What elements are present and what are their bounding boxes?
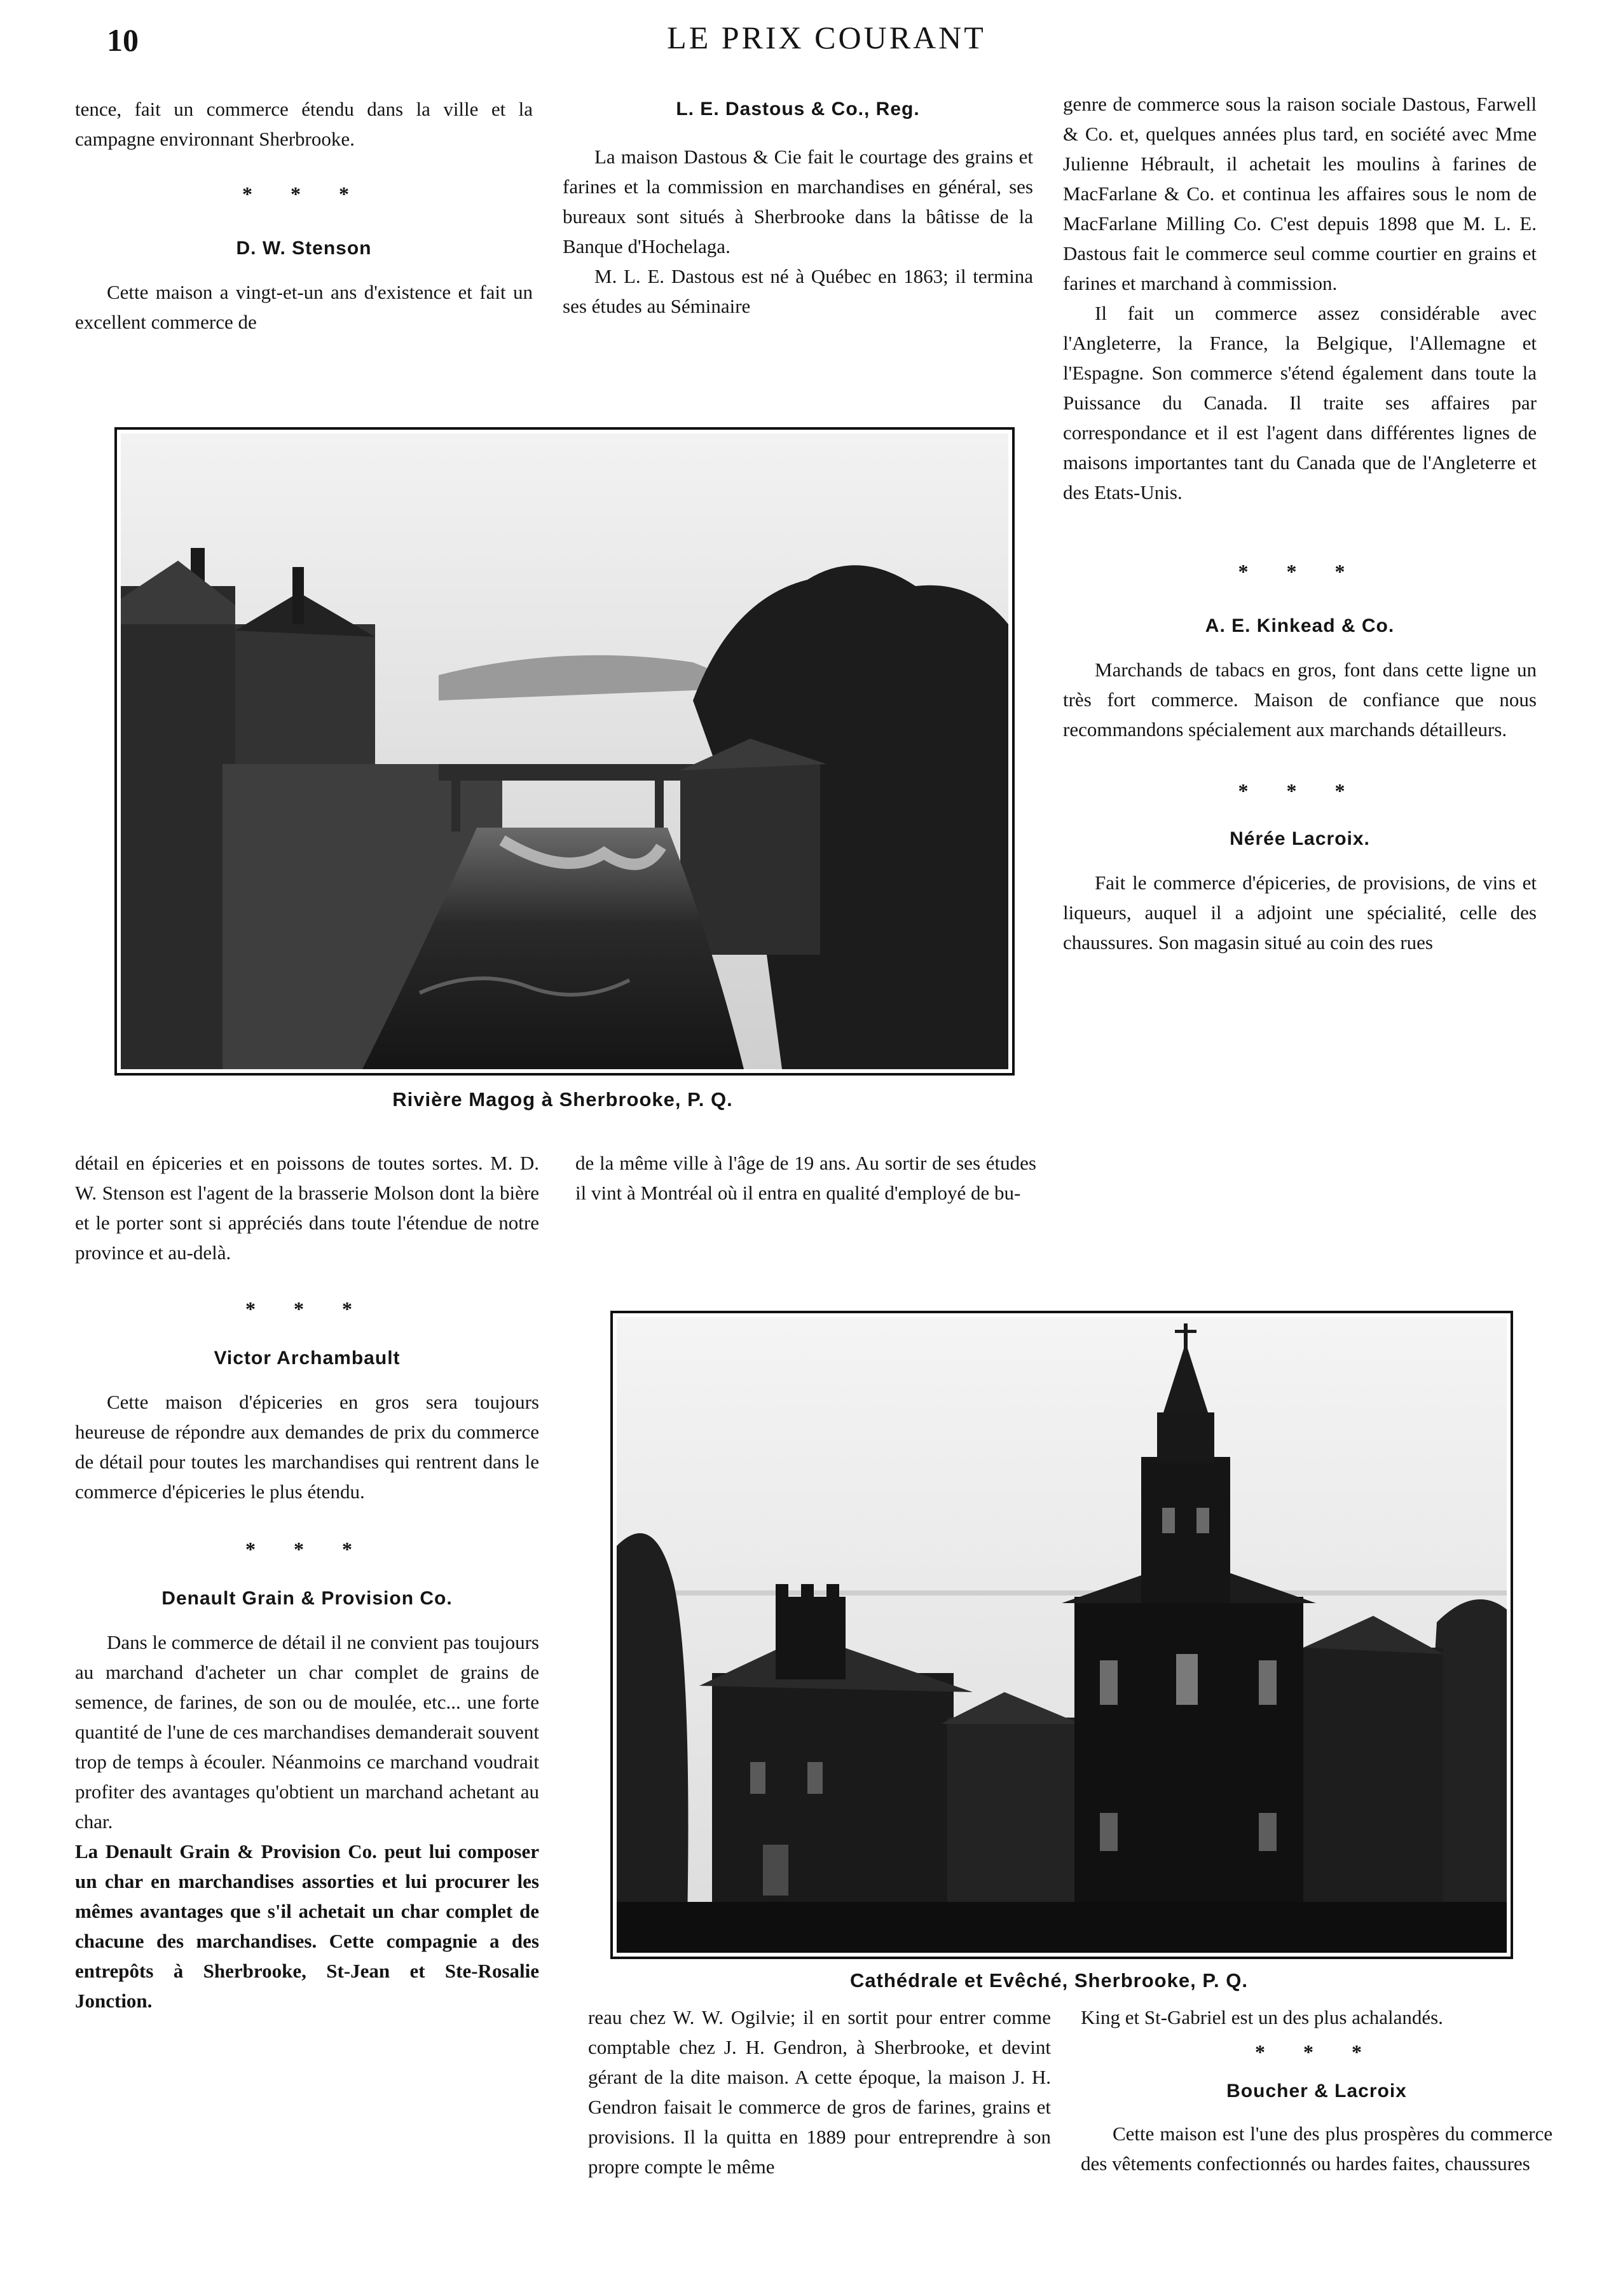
section-heading-dastous: L. E. Dastous & Co., Reg.	[676, 99, 920, 120]
section-separator: * * *	[245, 1538, 369, 1561]
paragraph: Fait le commerce d'épiceries, de provisions, de vins et liqueurs, auquel il a adjoint une spécialité, celle des chaussures. Son magasin situé au coin des rues	[1063, 871, 1537, 953]
section-heading-archambault: Victor Archambault	[214, 1348, 401, 1369]
section-separator: * * *	[242, 182, 366, 205]
photo-caption-cathedrale: Cathédrale et Evêché, Sherbrooke, P. Q.	[850, 1969, 1248, 1992]
section-separator: * * *	[1238, 560, 1362, 583]
running-head-title: LE PRIX COURANT	[667, 20, 986, 55]
paragraph: Il fait un commerce assez considérable avec l'Angleterre, la France, la Belgique, l'Allemagne et l'Espagne. Son commerce s'étend également dans toute la Puissance du Canada. Il traite ses affaires par correspondance et il est l'agent dans différentes lignes de maisons importantes tant du Canada que de l'Angleterre et des Etats-Unis.	[1063, 302, 1537, 503]
column-1-top	[75, 94, 533, 337]
paragraph: détail en épiceries et en poissons de toutes sortes. M. D. W. Stenson est l'agent de la brasserie Molson dont la bière et le porter sont si appréciés dans toute l'étendue de notre province et au-delà.	[75, 1152, 539, 1264]
section-separator: * * *	[245, 1297, 369, 1320]
paragraph: Cette maison d'épiceries en gros sera toujours heureuse de répondre aux demandes de prix du commerce de détail pour toutes les marchandises qui rentrent dans le commerce d'épiceries le plus étendu.	[75, 1391, 539, 1503]
paragraph: M. L. E. Dastous est né à Québec en 1863; il termina ses études au Séminaire	[563, 265, 1033, 317]
section-heading-lacroix: Nérée Lacroix.	[1230, 828, 1370, 849]
paragraph: La maison Dastous & Cie fait le courtage des grains et farines et la commission en marchandises en général, ses bureaux sont situés à Sherbrooke dans la bâtisse de la Banque d'Hochelaga.	[563, 146, 1033, 257]
section-heading-stenson: D. W. Stenson	[236, 238, 372, 259]
column-1-middle	[75, 1148, 539, 2016]
paragraph: Cette maison a vingt-et-un ans d'existence et fait un excellent commerce de	[75, 281, 533, 333]
paragraph: reau chez W. W. Ogilvie; il en sortit pour entrer comme comptable chez J. H. Gendron, à Sherbrooke, et devint gérant de la dite maison. A cette époque, la maison J. H. Gendron faisait le commerce de gros de farines, grains et provisions. Il la quitta en 1889 pour entreprendre à son propre compte le même	[588, 2006, 1051, 2178]
photo-riviere-magog	[114, 427, 1015, 1076]
paragraph: tence, fait un commerce étendu dans la ville et la campagne environnant Sherbrooke.	[75, 98, 533, 150]
column-2-middle	[575, 1148, 1036, 1208]
page-number: 10	[107, 22, 139, 58]
paragraph: genre de commerce sous la raison sociale Dastous, Farwell & Co. et, quelques années plus tard, en société avec Mme Julienne Hébrault, il achetait les moulins à farines de MacFarlane & Co. et continua les affaires sous le nom de MacFarlane Milling Co. C'est depuis 1898 que M. L. E. Dastous fait le commerce seul comme courtier en grains et farines et marchand à commission.	[1063, 93, 1537, 294]
river-photo-illustration	[121, 434, 1008, 1069]
paragraph: King et St-Gabriel est un des plus achalandés.	[1081, 2006, 1443, 2028]
column-2-bottom	[588, 2002, 1051, 2182]
section-heading-kinkead: A. E. Kinkead & Co.	[1205, 615, 1395, 636]
section-heading-denault: Denault Grain & Provision Co.	[161, 1588, 453, 1609]
section-separator: * * *	[1238, 779, 1362, 802]
paragraph: Cette maison est l'une des plus prospères du commerce des vêtements confectionnés ou hardes faites, chaussures	[1081, 2122, 1553, 2175]
paragraph: La Denault Grain & Provision Co. peut lui composer un char en marchandises assorties et lui procurer les mêmes avantages que s'il achetait un char complet de chacune des marchandises. Cette compagnie a des entrepôts à Sherbrooke, St-Jean et Ste-Rosalie Jonction.	[75, 1840, 539, 2012]
paragraph: Dans le commerce de détail il ne convient pas toujours au marchand d'acheter un char complet de grains de semence, de farines, de son ou de moulée, etc... une forte quantité de l'une de ces marchandises demanderait souvent trop de temps à écouler. Néanmoins ce marchand voudrait profiter des avantages qu'obtient un marchand achetant au char.	[75, 1631, 539, 1833]
column-2-top	[563, 94, 1033, 321]
section-heading-boucher: Boucher & Lacroix	[1226, 2081, 1407, 2101]
photo-caption-riviere-magog: Rivière Magog à Sherbrooke, P. Q.	[392, 1088, 733, 1110]
paragraph: Marchands de tabacs en gros, font dans cette ligne un très fort commerce. Maison de confiance que nous recommandons spécialement aux marchands détailleurs.	[1063, 659, 1537, 741]
column-3-top	[1063, 89, 1537, 957]
column-3-bottom	[1081, 2002, 1553, 2178]
paragraph: de la même ville à l'âge de 19 ans. Au sortir de ses études il vint à Montréal où il entra en qualité d'employé de bu-	[575, 1152, 1036, 1204]
photo-cathedrale	[610, 1311, 1513, 1959]
cathedral-photo-illustration	[617, 1317, 1507, 1953]
section-separator: * * *	[1255, 2040, 1378, 2063]
